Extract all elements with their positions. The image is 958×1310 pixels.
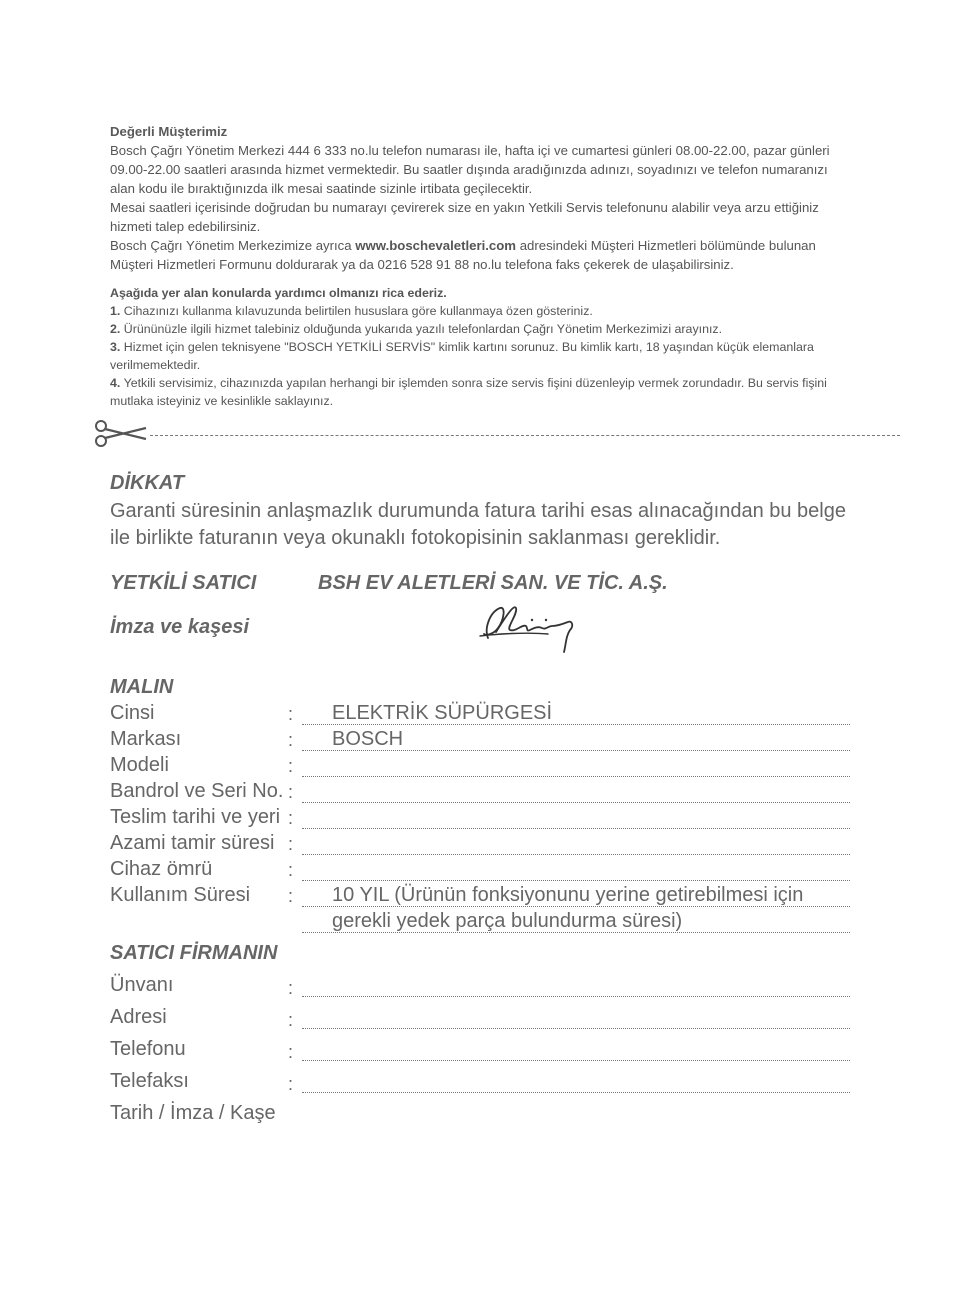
cut-line <box>92 418 900 448</box>
help-section <box>110 284 852 410</box>
product-row-type <box>110 702 850 728</box>
row-label: Teslim tarihi ve yeri <box>110 806 281 828</box>
row-label: Markası <box>110 728 182 750</box>
firm-title: SATICI FİRMANIN <box>110 942 278 964</box>
intro-p3-pre: Bosch Çağrı Yönetim Merkezimize ayrıca <box>110 238 356 253</box>
help-title: Aşağıda yer alan konularda yardımcı olmanızı rica ederiz. <box>110 286 447 300</box>
usage-value-line2: gerekli yedek parça bulundurma süresi) <box>332 910 683 932</box>
firm-row-phone <box>110 1038 850 1064</box>
row-colon: : <box>288 860 294 880</box>
row-colon: : <box>288 704 294 724</box>
row-colon: : <box>288 886 294 906</box>
fill-line[interactable] <box>302 828 850 829</box>
product-row-delivery <box>110 806 850 832</box>
help-item-number: 1. <box>110 304 121 318</box>
product-row-usage <box>110 884 850 936</box>
help-item-number: 4. <box>110 376 121 390</box>
fill-line[interactable] <box>302 776 850 777</box>
fill-line[interactable] <box>302 1092 850 1093</box>
fill-line[interactable] <box>302 1060 850 1061</box>
fill-line[interactable] <box>302 996 850 997</box>
scissors-icon <box>92 418 150 448</box>
firm-footer <box>110 1102 850 1128</box>
seller-label: YETKİLİ SATICI <box>110 572 257 594</box>
row-label: Ünvanı <box>110 974 174 996</box>
sign-label: İmza ve kaşesi <box>110 616 249 638</box>
product-row-model <box>110 754 850 780</box>
intro-title: Değerli Müşterimiz <box>110 124 228 139</box>
dikkat-text: Garanti süresinin anlaşmazlık durumunda fatura tarihi esas alınacağından bu belge ile birlikte faturanın veya okunaklı fotokopisinin saklanması gereklidir. <box>110 500 846 549</box>
row-colon: : <box>288 730 294 750</box>
row-colon: : <box>288 834 294 854</box>
seller-name: BSH EV ALETLERİ SAN. VE TİC. A.Ş. <box>318 572 668 594</box>
product-row-serial <box>110 780 850 806</box>
row-label: Cinsi <box>110 702 155 724</box>
help-item <box>110 338 852 374</box>
row-label: Telefonu <box>110 1038 186 1060</box>
intro-section <box>110 122 852 274</box>
row-label: Azami tamir süresi <box>110 832 275 854</box>
firm-row-address <box>110 1006 850 1032</box>
firm-row-fax <box>110 1070 850 1096</box>
row-colon: : <box>288 756 294 776</box>
row-label: Adresi <box>110 1006 167 1028</box>
row-value: BOSCH <box>332 728 404 750</box>
help-item-number: 2. <box>110 322 121 336</box>
intro-paragraph-3 <box>110 236 852 274</box>
row-colon: : <box>288 808 294 828</box>
fill-line[interactable] <box>302 880 850 881</box>
firm-row-title <box>110 974 850 1000</box>
intro-p3-post: adresindeki Müşteri Hizmetleri bölümünde bulunan Müşteri Hizmetleri Formunu doldurarak ya da 0216 528 91 88 no.lu telefona faks çekerek de ulaşabilirsiniz. <box>110 238 816 272</box>
help-item-text: Yetkili servisimiz, cihazınızda yapılan herhangi bir işlemden sonra size servis fişini düzenleyip vermek zorundadır. Bu servis fişini mutlaka isteyiniz ve kesinlikle saklayınız. <box>110 376 827 408</box>
website-link[interactable]: www.boschevaletleri.com <box>355 238 517 253</box>
fill-line[interactable] <box>302 1028 850 1029</box>
help-item <box>110 374 852 410</box>
help-item-text: Cihazınızı kullanma kılavuzunda belirtilen hususlara göre kullanmaya özen gösteriniz. <box>123 304 593 318</box>
row-colon: : <box>288 978 294 998</box>
usage-value-line1: 10 YIL (Ürünün fonksiyonunu yerine getirebilmesi için <box>332 884 804 906</box>
row-label: Modeli <box>110 754 169 776</box>
product-title: MALIN <box>110 676 174 698</box>
row-label: Cihaz ömrü <box>110 858 213 880</box>
help-item-number: 3. <box>110 340 121 354</box>
product-row-lifetime <box>110 858 850 884</box>
date-sign-stamp-label: Tarih / İmza / Kaşe <box>110 1102 276 1124</box>
row-label: Telefaksı <box>110 1070 189 1092</box>
intro-paragraph-2: Mesai saatleri içerisinde doğrudan bu numarayı çevirerek size en yakın Yetkili Servis telefonunu alabilir veya arzu ettiğiniz hizmeti talep edebilirsiniz. <box>110 200 819 234</box>
fill-line[interactable] <box>302 854 850 855</box>
row-value: ELEKTRİK SÜPÜRGESİ <box>332 702 553 724</box>
product-row-repair <box>110 832 850 858</box>
intro-paragraph-1: Bosch Çağrı Yönetim Merkezi 444 6 333 no.lu telefon numarası ile, hafta içi ve cumartesi günleri 08.00-22.00, pazar günleri 09.00-22.00 saatleri arasında hizmet vermektedir. Bu saatler dışında aradığınızda adınızı, soyadınızı ve telefon numaranızı alan kodu ile bıraktığınızda ilk mesai saatinde sizinle irtibata geçilecektir. <box>110 143 830 196</box>
row-colon: : <box>288 1010 294 1030</box>
row-label: Bandrol ve Seri No. <box>110 780 284 802</box>
dikkat-title: DİKKAT <box>110 472 185 494</box>
help-item-text: Hizmet için gelen teknisyene "BOSCH YETKİLİ SERVİS" kimlik kartını sorunuz. Bu kimlik kartı, 18 yaşından küçük elemanlara verilmemektedir. <box>110 340 814 372</box>
signature <box>476 598 586 656</box>
row-colon: : <box>288 1074 294 1094</box>
row-colon: : <box>288 1042 294 1062</box>
help-item-text: Ürününüzle ilgili hizmet talebiniz olduğunda yukarıda yazılı telefonlardan Çağrı Yönetim Merkezimizi arayınız. <box>123 322 723 336</box>
help-item <box>110 320 852 338</box>
help-item <box>110 302 852 320</box>
product-row-brand <box>110 728 850 754</box>
row-colon: : <box>288 782 294 802</box>
fill-line[interactable] <box>302 802 850 803</box>
row-label: Kullanım Süresi <box>110 884 251 906</box>
dashed-line <box>150 435 900 436</box>
